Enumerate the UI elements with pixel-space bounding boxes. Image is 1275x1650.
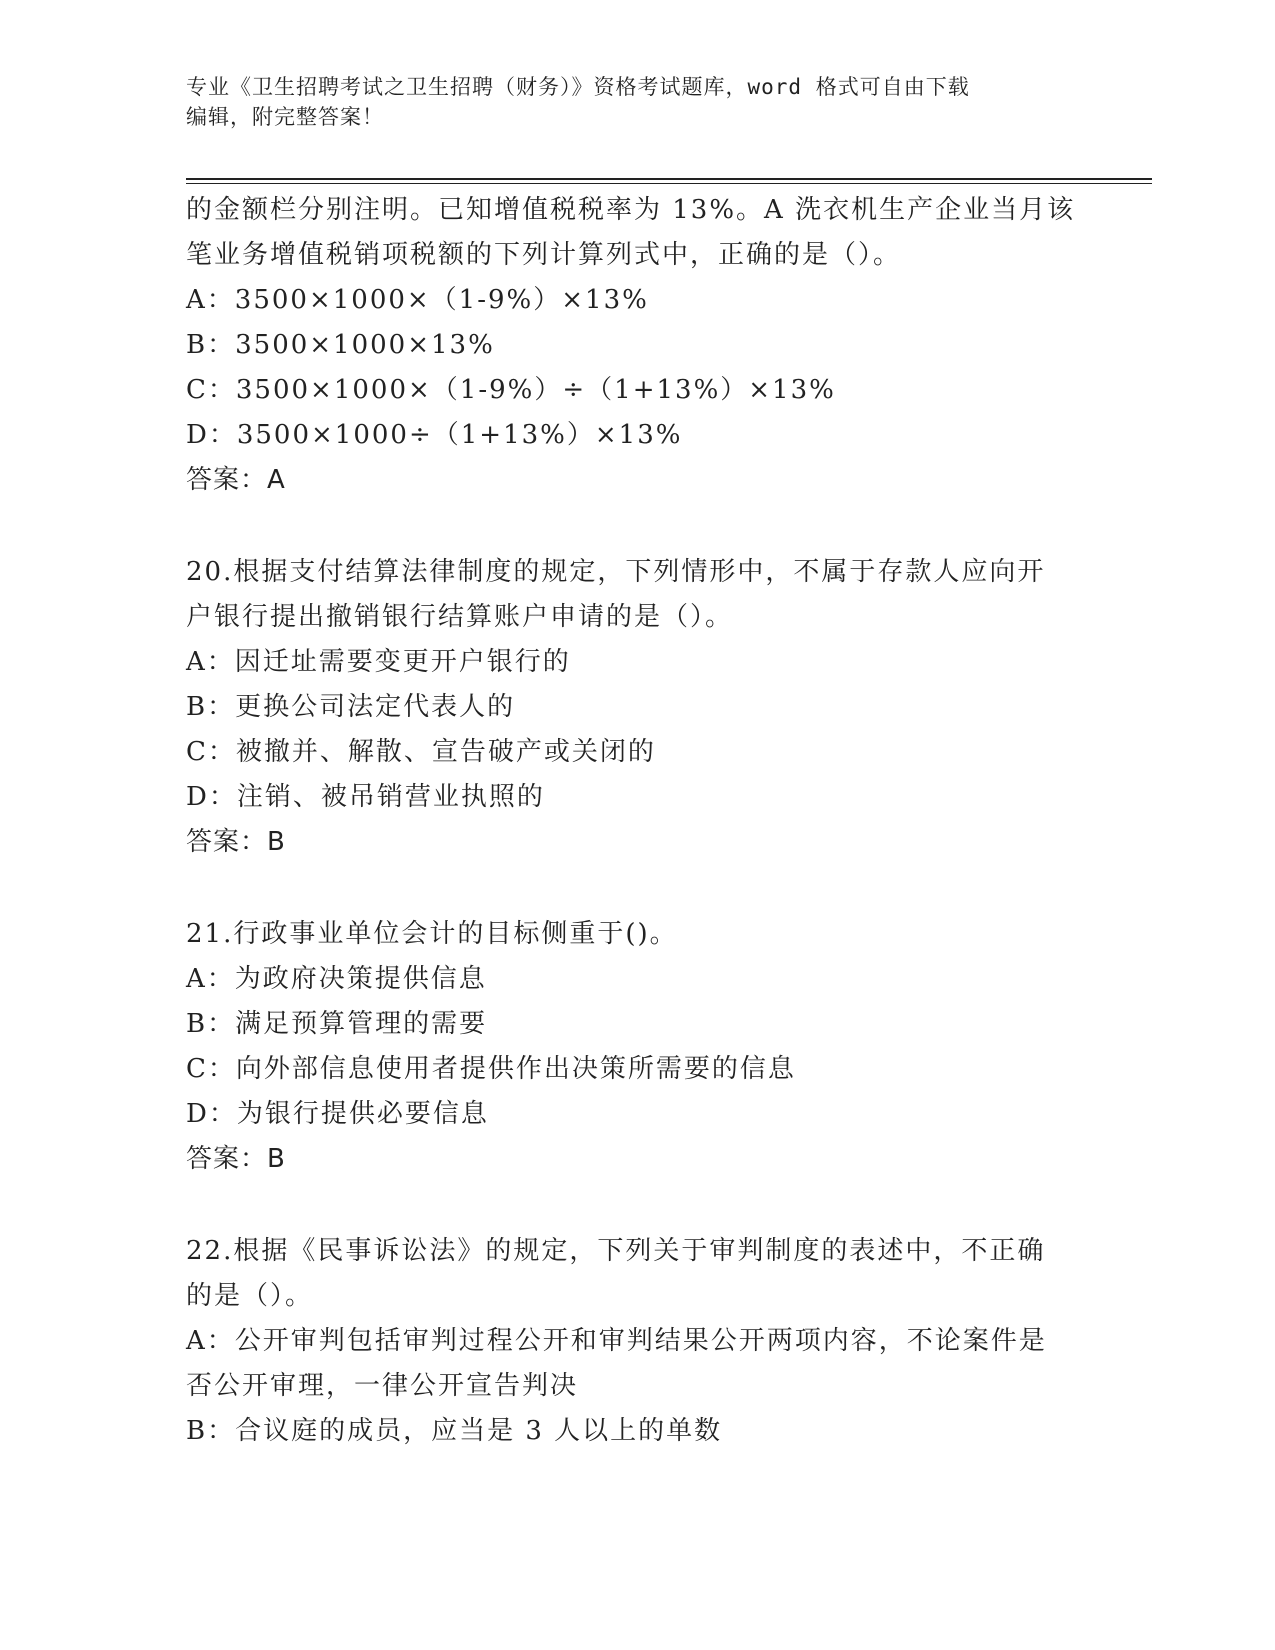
option-d: D：为银行提供必要信息 [186, 1099, 489, 1129]
option-b: B：3500×1000×13% [186, 330, 495, 360]
question-text-line: 21.行政事业单位会计的目标侧重于()。 [186, 919, 678, 949]
answer-label: 答案：A [186, 465, 286, 495]
question-20 [186, 550, 1086, 865]
header-divider-thin [186, 183, 1152, 184]
answer-label: 答案：B [186, 1144, 286, 1174]
question-text-line: 户银行提出撤销银行结算账户申请的是（）。 [186, 602, 734, 632]
question-text-line: 笔业务增值税销项税额的下列计算列式中，正确的是（）。 [186, 240, 902, 270]
header-line-1: 专业《卫生招聘考试之卫生招聘（财务）》资格考试题库，word 格式可自由下载 [186, 75, 970, 99]
header-line-2: 编辑，附完整答案！ [186, 105, 384, 129]
question-text-line: 20.根据支付结算法律制度的规定，下列情形中，不属于存款人应向开 [186, 557, 1046, 587]
question-21 [186, 912, 1086, 1182]
option-d: D：注销、被吊销营业执照的 [186, 782, 545, 812]
option-b: B：满足预算管理的需要 [186, 1009, 488, 1039]
option-b: B：合议庭的成员，应当是 3 人以上的单数 [186, 1416, 723, 1446]
spacer [186, 1182, 1086, 1229]
question-text-line: 的金额栏分别注明。已知增值税税率为 13%。A 洗衣机生产企业当月该 [186, 195, 1076, 225]
question-22 [186, 1229, 1086, 1454]
question-list [186, 188, 1086, 1454]
option-a: A：因迁址需要变更开户银行的 [186, 647, 571, 677]
question-text-line: 22.根据《民事诉讼法》的规定，下列关于审判制度的表述中，不正确 [186, 1236, 1046, 1266]
option-a: A：为政府决策提供信息 [186, 964, 487, 994]
option-c: C：向外部信息使用者提供作出决策所需要的信息 [186, 1054, 796, 1084]
question-19 [186, 188, 1086, 503]
spacer [186, 865, 1086, 912]
option-b: B：更换公司法定代表人的 [186, 692, 516, 722]
page-header [186, 72, 1066, 132]
header-divider-thick [186, 178, 1152, 180]
question-text-line: 的是（）。 [186, 1281, 314, 1311]
option-a-continued: 否公开审理，一律公开宣告判决 [186, 1371, 579, 1401]
option-d: D：3500×1000÷（1+13%）×13% [186, 420, 683, 450]
option-a: A：3500×1000×（1-9%）×13% [186, 285, 649, 315]
option-c: C：被撤并、解散、宣告破产或关闭的 [186, 737, 656, 767]
answer-label: 答案：B [186, 827, 286, 857]
option-c: C：3500×1000×（1-9%）÷（1+13%）×13% [186, 375, 836, 405]
option-a: A：公开审判包括审判过程公开和审判结果公开两项内容，不论案件是 [186, 1326, 1047, 1356]
spacer [186, 503, 1086, 550]
